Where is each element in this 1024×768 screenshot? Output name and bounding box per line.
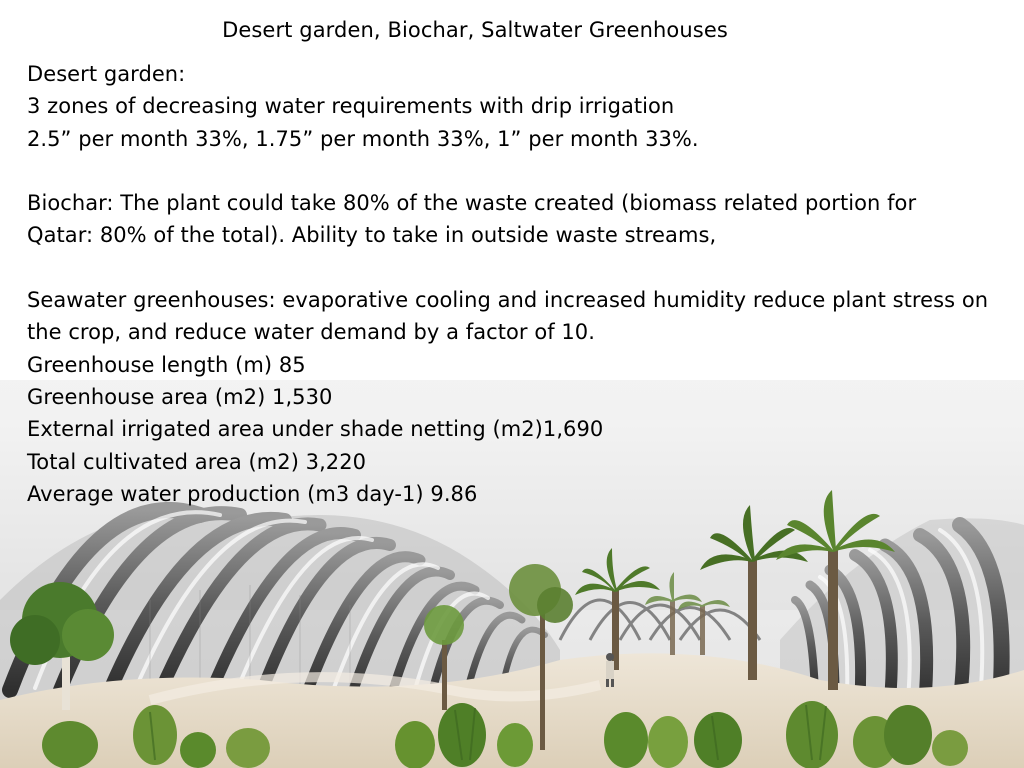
slide-body	[27, 58, 1017, 510]
stat-total-cultivated-area: Total cultivated area (m2) 3,220	[27, 449, 367, 474]
desert-garden-rates: 2.5” per month 33%, 1.75” per month 33%, 1” per month 33%.	[27, 126, 699, 151]
spacer	[27, 252, 1017, 284]
desert-garden-section	[27, 58, 1017, 155]
seawater-line-1: Seawater greenhouses: evaporative cooling and increased humidity reduce plant stress on	[27, 288, 989, 313]
biochar-line-1: Biochar: The plant could take 80% of the waste created (biomass related portion for	[27, 191, 917, 216]
greenhouse-stats	[27, 349, 1017, 510]
biochar-section	[27, 187, 1017, 252]
stat-external-irrigated-area: External irrigated area under shade netting (m2)1,690	[27, 417, 604, 442]
slide-title: Desert garden, Biochar, Saltwater Greenhouses	[222, 18, 728, 42]
seawater-line-2: the crop, and reduce water demand by a factor of 10.	[27, 320, 595, 345]
stat-greenhouse-length: Greenhouse length (m) 85	[27, 352, 306, 377]
biochar-line-2: Qatar: 80% of the total). Ability to take in outside waste streams,	[27, 223, 717, 248]
spacer	[27, 155, 1017, 187]
desert-garden-heading: Desert garden:	[27, 62, 186, 86]
seawater-section	[27, 284, 1017, 349]
stat-greenhouse-area: Greenhouse area (m2) 1,530	[27, 384, 333, 409]
stat-average-water-production: Average water production (m3 day-1) 9.86	[27, 481, 478, 506]
desert-garden-zones: 3 zones of decreasing water requirements with drip irrigation	[27, 94, 675, 119]
